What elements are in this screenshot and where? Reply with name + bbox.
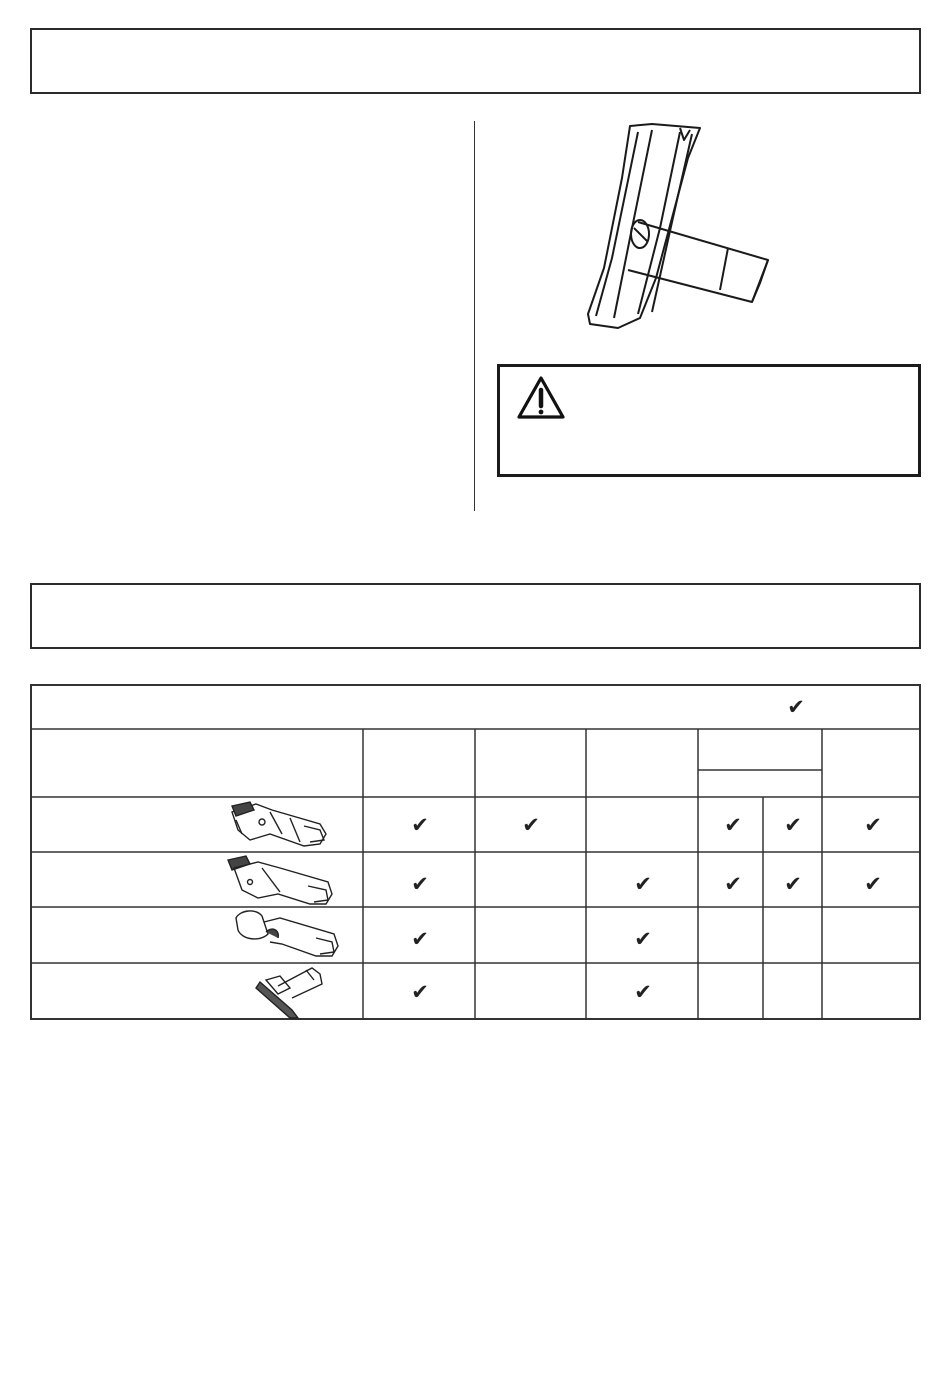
- check-mark: ✔: [784, 813, 802, 837]
- wide-nozzle-tool-illustration: [560, 118, 800, 340]
- warning-box: [497, 364, 921, 477]
- check-mark: ✔: [864, 813, 882, 837]
- section-header-mid: [30, 583, 921, 649]
- dusting-brush-upholstery-tool-icon: [232, 802, 326, 846]
- check-mark: ✔: [724, 813, 742, 837]
- check-mark: ✔: [634, 872, 652, 896]
- check-mark: ✔: [634, 980, 652, 1004]
- check-mark: ✔: [724, 872, 742, 896]
- check-mark: ✔: [411, 813, 429, 837]
- check-mark: ✔: [411, 872, 429, 896]
- column-divider: [474, 121, 475, 511]
- dusting-brush-tool-icon: [228, 856, 332, 904]
- check-mark: ✔: [411, 927, 429, 951]
- section-header-top: [30, 28, 921, 94]
- attachment-usage-table: [30, 684, 921, 1020]
- upholstery-nozzle-tool-icon: [256, 968, 322, 1018]
- check-mark: ✔: [411, 980, 429, 1004]
- legend-check-mark: ✔: [787, 695, 805, 719]
- round-dusting-brush-tool-icon: [236, 911, 338, 956]
- check-mark: ✔: [522, 813, 540, 837]
- check-mark: ✔: [634, 927, 652, 951]
- warning-triangle-icon: [516, 375, 566, 421]
- check-mark: ✔: [864, 872, 882, 896]
- check-mark: ✔: [784, 872, 802, 896]
